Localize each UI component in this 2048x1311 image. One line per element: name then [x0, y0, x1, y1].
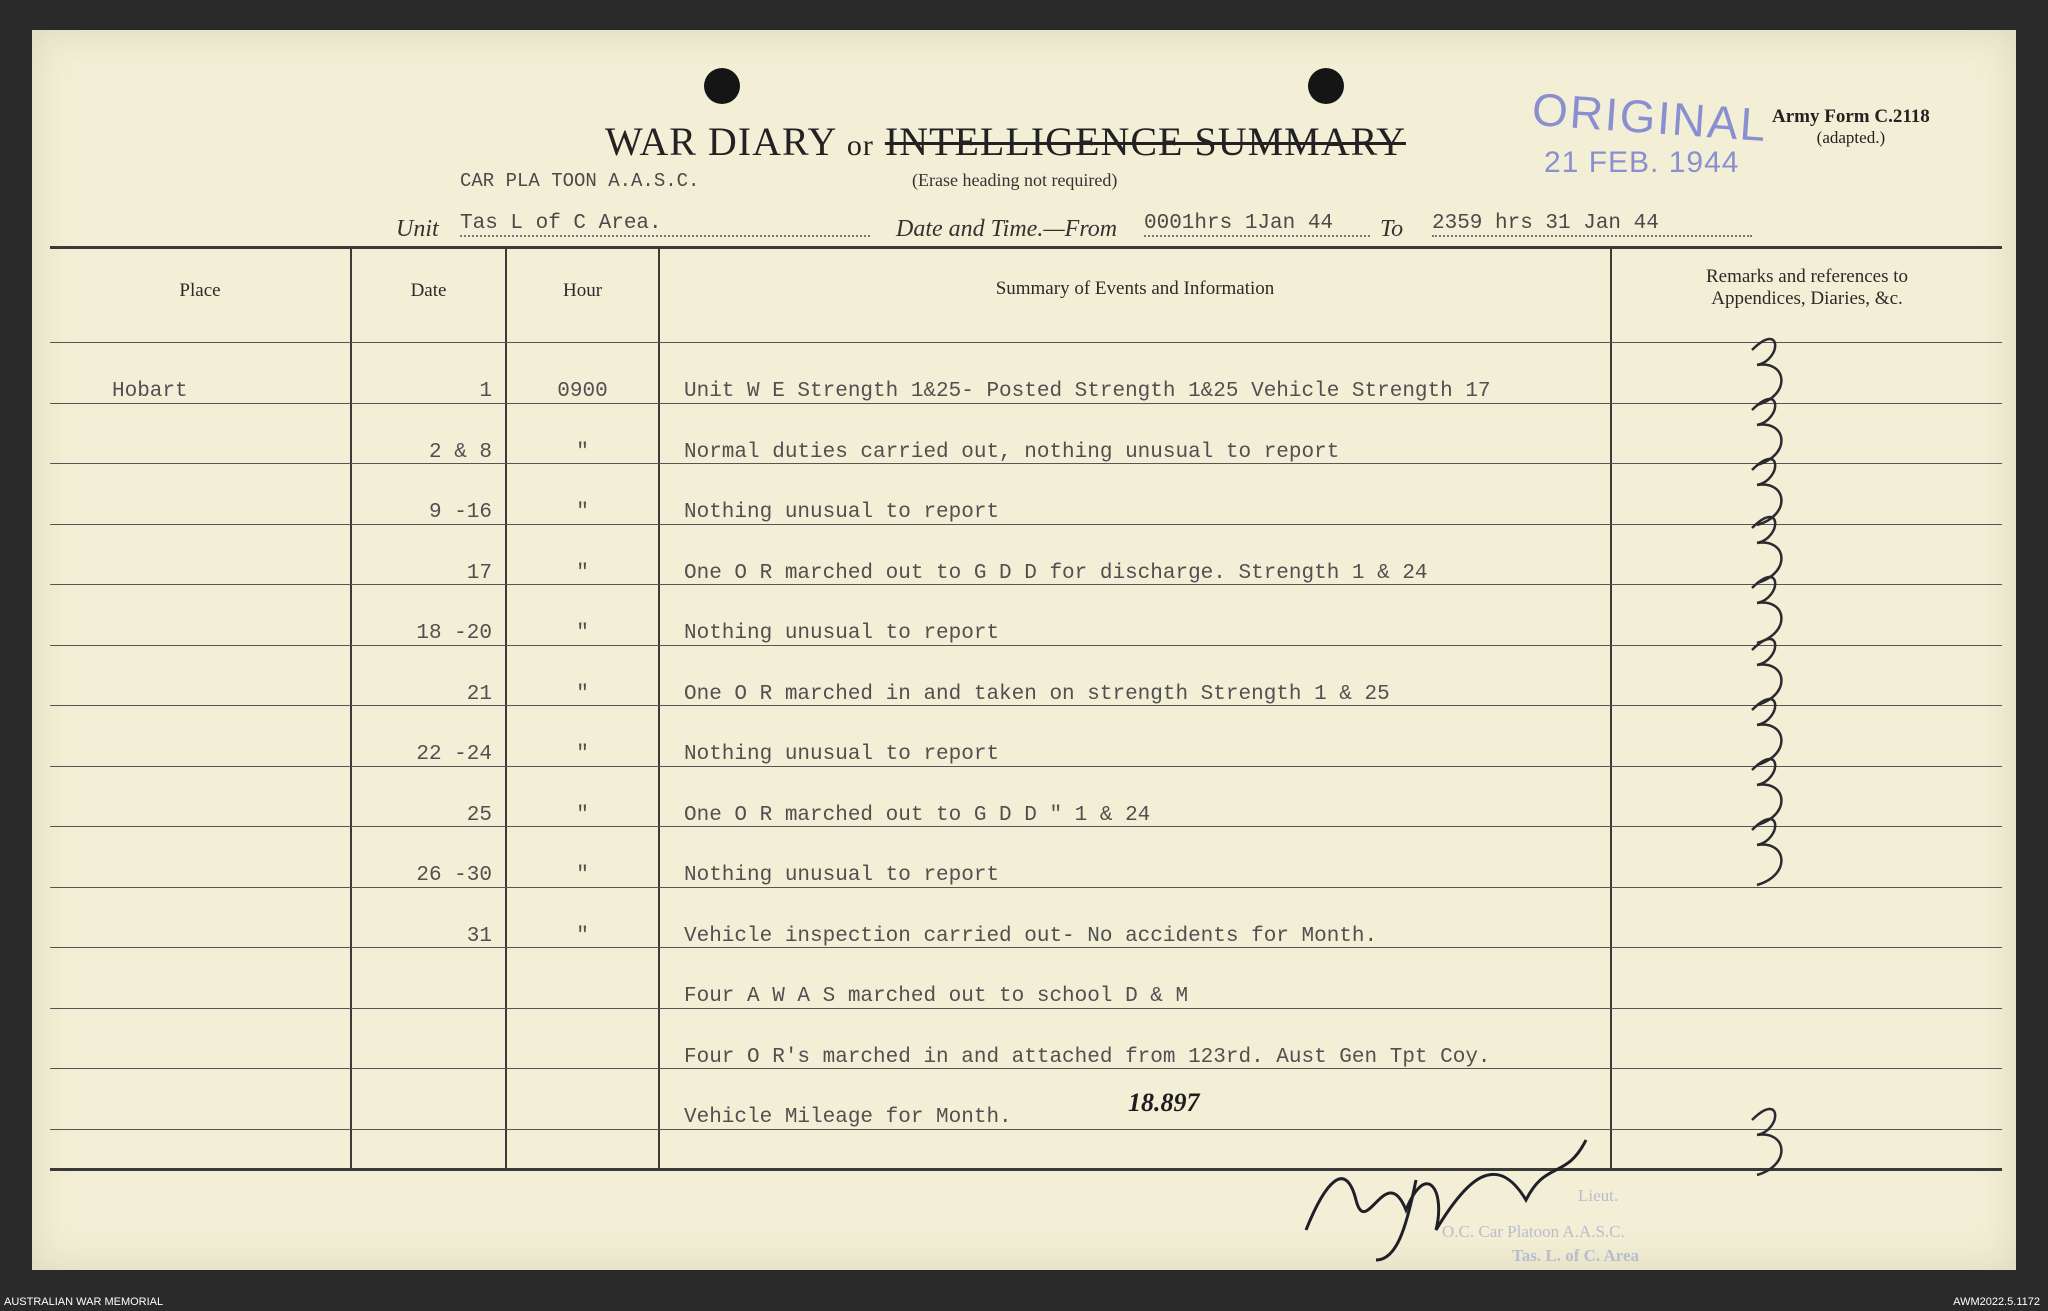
row-rule — [50, 463, 2002, 464]
cell-summary: Vehicle Mileage for Month. — [684, 1106, 1012, 1129]
initial-mark — [1752, 819, 1781, 885]
row-rule — [50, 1068, 2002, 1069]
initial-mark — [1752, 399, 1781, 465]
colhead-date: Date — [410, 280, 447, 301]
original-stamp: ORIGINAL — [1530, 82, 1770, 152]
cell-summary: One O R marched in and taken on strength Strength 1 & 25 — [684, 682, 1390, 706]
cell-summary: One O R marched out to G D D " 1 & 24 — [684, 803, 1151, 827]
title-struck: INTELLIGENCE SUMMARY — [884, 119, 1406, 164]
cell-summary: Nothing unusual to report — [684, 501, 1000, 524]
cell-summary: Normal duties carried out, nothing unusual to report — [684, 440, 1340, 464]
cell-hour: " — [576, 682, 589, 706]
cell-hour: " — [576, 561, 589, 585]
col-divider-hour — [658, 248, 660, 1168]
row-rule — [50, 403, 2002, 404]
row-rule — [50, 887, 2002, 888]
colhead-place: Place — [179, 280, 221, 301]
cell-hour: " — [576, 803, 589, 827]
cell-hour: " — [576, 501, 589, 524]
cell-summary: Four A W A S marched out to school D & M — [684, 985, 1189, 1008]
colhead-hour: Hour — [562, 280, 603, 301]
cell-summary: Vehicle inspection carried out- No accidents for Month. — [684, 924, 1378, 948]
erase-note: (Erase heading not required) — [912, 170, 1118, 190]
cell-date: 21 — [466, 682, 492, 706]
cell-summary: Unit W E Strength 1&25- Posted Strength 1&25 Vehicle Strength 17 — [684, 380, 1491, 403]
cell-hour: " — [576, 864, 589, 887]
cell-summary: Four O R's marched in and attached from 123rd. Aust Gen Tpt Coy. — [684, 1045, 1491, 1069]
row-rule — [50, 645, 2002, 646]
punch-hole-left — [704, 68, 740, 104]
cell-summary: Nothing unusual to report — [684, 743, 1000, 766]
signature-area: Tas. L. of C. Area — [1512, 1246, 1640, 1265]
initial-mark — [1752, 639, 1781, 705]
cell-date: 26 -30 — [416, 864, 492, 887]
initial-mark — [1752, 577, 1781, 643]
initial-mark — [1752, 699, 1781, 765]
diary-page — [32, 30, 2016, 1270]
cell-summary: Nothing unusual to report — [684, 622, 1000, 645]
cell-hour: " — [576, 743, 589, 766]
row-rule — [50, 524, 2002, 525]
cell-date: 22 -24 — [416, 743, 492, 766]
initial-mark — [1752, 459, 1781, 525]
row-rule — [50, 705, 2002, 706]
cell-hour: " — [576, 622, 589, 645]
cell-summary: Nothing unusual to report — [684, 864, 1000, 887]
initial-mark — [1752, 759, 1781, 825]
signature-officer: O.C. Car Platoon A.A.S.C. — [1442, 1222, 1625, 1241]
row-rule — [50, 1129, 2002, 1130]
footer-right: AWM2022.5.1172 — [1953, 1296, 2040, 1308]
date-to-value: 2359 hrs 31 Jan 44 — [1432, 212, 1752, 237]
datetime-label: Date and Time.—From — [896, 216, 1118, 242]
mileage-handwritten: 18.897 — [1128, 1088, 1200, 1117]
col-divider-summary — [1610, 248, 1612, 1168]
cell-hour: 0900 — [557, 380, 608, 403]
row-rule — [50, 766, 2002, 767]
initial-mark — [1752, 1109, 1781, 1175]
colhead-remarks: Remarks and references to Appendices, Diaries, &c. — [1705, 266, 1909, 309]
row-rule — [50, 342, 2002, 343]
table-bottom-rule — [50, 1168, 2002, 1171]
row-rule — [50, 826, 2002, 827]
cell-summary: One O R marched out to G D D for discharge. Strength 1 & 24 — [684, 561, 1428, 585]
cell-date: 2 & 8 — [428, 440, 492, 464]
punch-hole-right — [1308, 68, 1344, 104]
cell-place: Hobart — [112, 380, 188, 403]
stamp-date: 21 FEB. 1944 — [1544, 146, 1740, 179]
unit-value: Tas L of C Area. — [460, 212, 870, 237]
army-form: Army Form C.2118 (adapted.) — [1772, 106, 1930, 147]
cell-date: 31 — [466, 924, 492, 948]
title-war-diary: WAR DIARY or INTELLIGENCE SUMMARY — [605, 119, 1406, 164]
row-rule — [50, 1008, 2002, 1009]
colhead-summary: Summary of Events and Information — [995, 278, 1275, 299]
initial-mark — [1752, 339, 1781, 405]
date-from-value: 0001hrs 1Jan 44 — [1144, 212, 1370, 237]
cell-hour: " — [576, 440, 589, 464]
platoon-name: CAR PLA TOON A.A.S.C. — [460, 170, 700, 192]
cell-hour: " — [576, 924, 589, 948]
cell-date: 18 -20 — [416, 622, 492, 645]
initial-mark — [1752, 517, 1781, 583]
signature-rank: Lieut. — [1578, 1186, 1619, 1205]
unit-label: Unit — [396, 216, 439, 242]
row-rule — [50, 947, 2002, 948]
cell-date: 1 — [479, 380, 492, 403]
row-rule — [50, 584, 2002, 585]
cell-date: 9 -16 — [428, 501, 492, 524]
footer-left: AUSTRALIAN WAR MEMORIAL — [4, 1296, 164, 1308]
date-to-label: To — [1380, 216, 1404, 242]
table-top-rule — [50, 246, 2002, 249]
remarks-initials — [1712, 320, 1832, 1180]
cell-date: 25 — [466, 803, 492, 827]
cell-date: 17 — [466, 561, 492, 585]
